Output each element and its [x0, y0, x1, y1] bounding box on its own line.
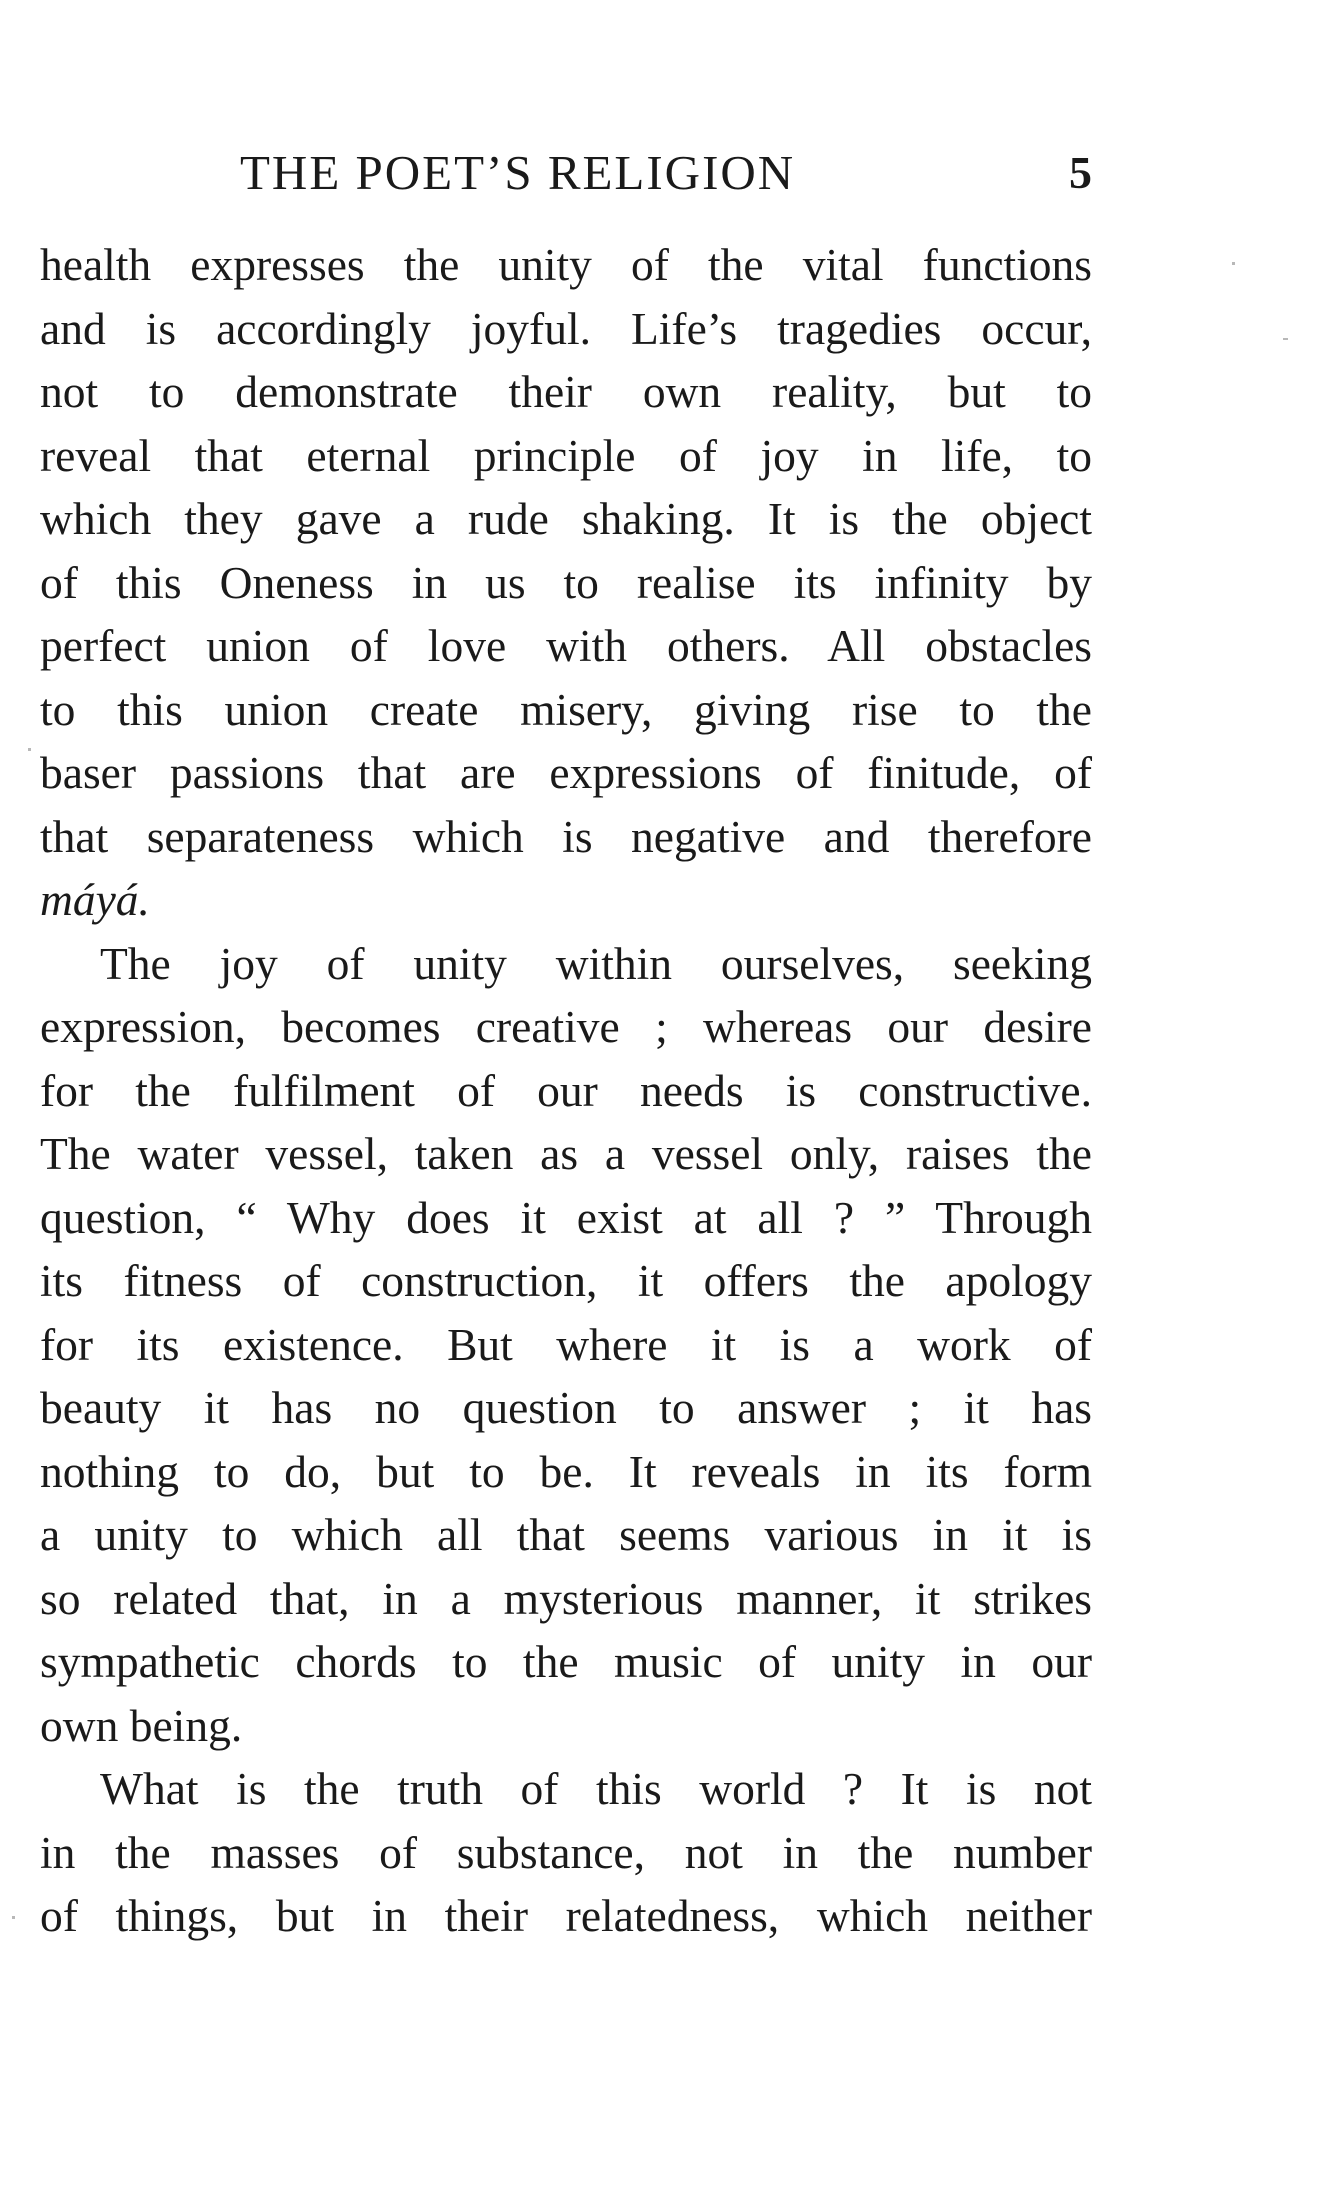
scan-speck — [12, 1916, 15, 1919]
text-line: not to demonstrate their own reality, but to — [40, 366, 1092, 417]
text-line: own being. — [40, 1699, 243, 1751]
text-line: that separateness which is negative and therefore — [40, 810, 1092, 862]
text-line: for the fulfilment of our needs is constructive. — [40, 1064, 1092, 1116]
text-line: of things, but in their relatedness, which neither — [40, 1890, 1092, 1941]
text-line: expression, becomes creative ; whereas our desire — [40, 1001, 1092, 1052]
text-line: nothing to do, but to be. It reveals in its form — [40, 1445, 1092, 1497]
text-line: and is accordingly joyful. Life’s tragedies occur, — [40, 302, 1092, 354]
text-line: of this Oneness in us to realise its infinity by — [40, 556, 1092, 608]
text-line: so related that, in a mysterious manner, it strikes — [40, 1572, 1092, 1624]
text-line: its fitness of construction, it offers the apology — [40, 1255, 1092, 1306]
text-line: health expresses the unity of the vital functions — [40, 239, 1092, 290]
text-line: The water vessel, taken as a vessel only, raises the — [40, 1128, 1092, 1179]
scan-speck — [28, 748, 31, 751]
paragraph-start-line: What is the truth of this world ? It is not — [100, 1763, 1092, 1814]
text-line-italic: máyá. — [40, 874, 150, 925]
running-head — [40, 143, 1092, 203]
text-line: to this union create misery, giving rise to the — [40, 683, 1092, 735]
page-number: 5 — [1069, 147, 1092, 198]
text-line: for its existence. But where it is a work of — [40, 1318, 1092, 1370]
text-line: which they gave a rude shaking. It is the object — [40, 493, 1092, 544]
text-line: baser passions that are expressions of finitude, of — [40, 747, 1092, 798]
text-line: reveal that eternal principle of joy in life, to — [40, 429, 1092, 481]
text-line: sympathetic chords to the music of unity in our — [40, 1636, 1092, 1687]
text-line: a unity to which all that seems various in it is — [40, 1509, 1092, 1560]
body-text — [40, 233, 1092, 1948]
scan-speck — [1232, 262, 1235, 265]
text-line: perfect union of love with others. All obstacles — [40, 620, 1092, 671]
text-line: beauty it has no question to answer ; it has — [40, 1382, 1092, 1433]
running-title: THE POET’S RELIGION — [240, 145, 796, 200]
text-line: question, “ Why does it exist at all ? ” Through — [40, 1191, 1092, 1243]
scan-speck — [1283, 338, 1288, 340]
text-line: in the masses of substance, not in the number — [40, 1826, 1092, 1878]
paragraph-start-line: The joy of unity within ourselves, seeking — [100, 937, 1092, 989]
